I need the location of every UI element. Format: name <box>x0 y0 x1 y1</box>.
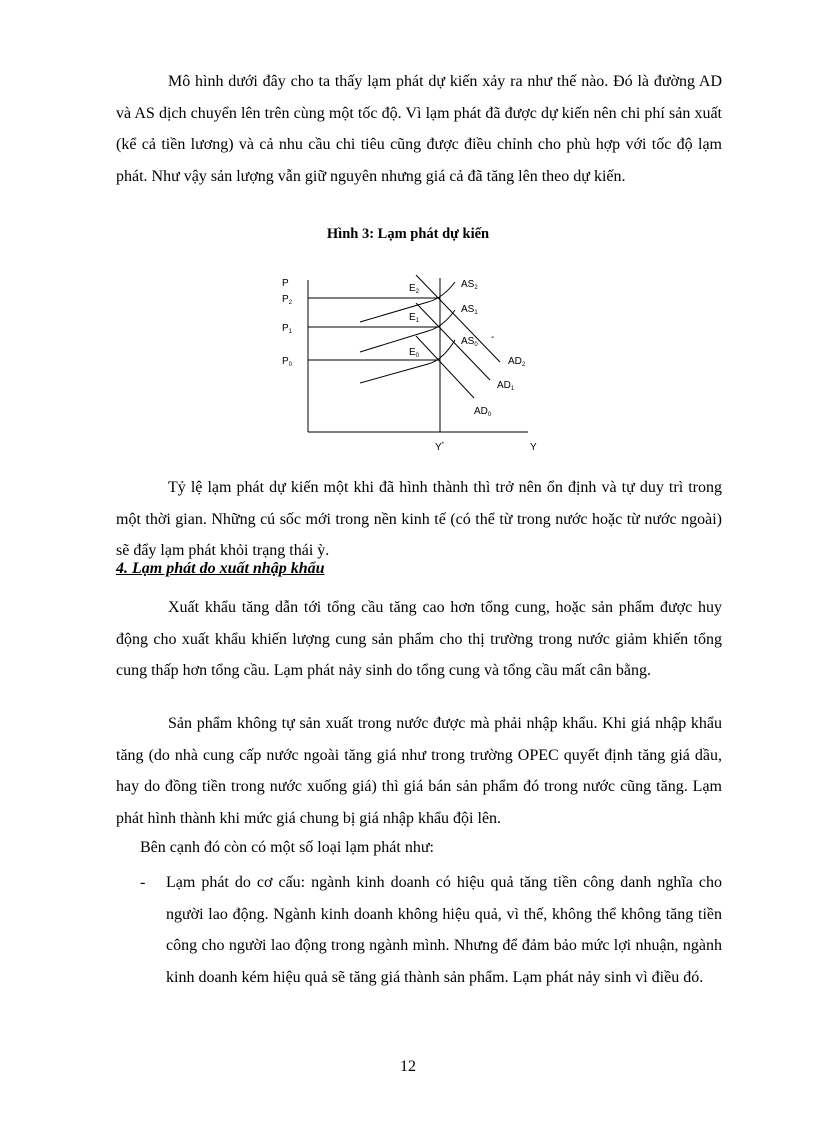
figure-caption: Hình 3: Lạm phát dự kiến <box>326 226 490 242</box>
label-as0-dash: - <box>491 332 495 343</box>
export-paragraph: Xuất khẩu tăng dẫn tới tổng cầu tăng cao hơn tổng cung, hoặc sản phẩm được huy động cho xuất khẩu khiến lượng cung sản phẩm cho thị trường trong nước giảm khiến tổng cung thấp hơn tổng cầu. Lạm phát nảy sinh do tổng cung và tổng cầu mất cân bằng. <box>116 599 722 679</box>
label-e2: $E_2$ <box>409 283 420 295</box>
tick-p2: $P_2$ <box>282 294 293 306</box>
besides-paragraph: Bên cạnh đó còn có một số loại lạm phát như: <box>140 839 434 856</box>
ad1-curve <box>416 303 490 380</box>
import-paragraph: Sản phẩm không tự sản xuất trong nước được mà phải nhập khẩu. Khi giá nhập khẩu tăng (do nhà cung cấp nước ngoài tăng giá như trong trường OPEC quyết định tăng giá dầu, hay do đồng tiền trong nước xuống giá) thì giá bán sản phẩm đó trong nước cũng tăng. Lạm phát hình thành khi mức giá chung bị giá nhập khẩu đội lên. <box>116 715 722 827</box>
label-e0: $E_0$ <box>409 347 420 359</box>
as0-curve <box>360 340 455 383</box>
as2-curve <box>360 282 455 322</box>
label-ad2: $AD_2$ <box>508 356 526 368</box>
label-as2: $AS_2$ <box>461 279 478 291</box>
stability-paragraph: Tỷ lệ lạm phát dự kiến một khi đã hình thành thì trở nên ổn định và tự duy trì trong một thời gian. Những cú sốc mới trong nền kinh tế (có thể từ trong nước hoặc từ nước ngoài) sẽ đẩy lạm phát khỏi trạng thái ỳ. <box>116 479 722 559</box>
y-axis-label: P <box>282 278 289 289</box>
x-axis-label: Y <box>530 442 537 453</box>
inflation-chart <box>278 270 558 470</box>
label-ad1: $AD_1$ <box>497 380 515 392</box>
tick-p0: $P_0$ <box>282 356 293 368</box>
label-as1: $AS_1$ <box>461 304 478 316</box>
label-ad0: $AD_0$ <box>474 406 492 418</box>
page-number: 12 <box>400 1058 416 1075</box>
as1-curve <box>360 310 455 352</box>
label-as0: $AS_0$ <box>461 336 478 348</box>
bullet-marker: - <box>140 874 146 891</box>
tick-p1: $P_1$ <box>282 323 293 335</box>
bullet-text: Lạm phát do cơ cấu: ngành kinh doanh có hiệu quả tăng tiền công danh nghĩa cho người lao động. Ngành kinh doanh không hiệu quả, vì thế, không thể không tăng tiền công cho người lao động trong ngành mình. Nhưng để đảm bảo mức lợi nhuận, ngành kinh doanh kém hiệu quả sẽ tăng giá thành sản phẩm. Lạm phát nảy sinh vì điều đó. <box>166 874 722 986</box>
intro-paragraph: Mô hình dưới đây cho ta thấy lạm phát dự kiến xảy ra như thế nào. Đó là đường AD và AS dịch chuyển lên trên cùng một tốc độ. Vì lạm phát đã được dự kiến nên chi phí sản xuất (kể cả tiền lương) và cả nhu cầu chi tiêu cũng được điều chỉnh cho phù hợp với tốc độ lạm phát. Như vậy sản lượng vẫn giữ nguyên nhưng giá cả đã tăng lên theo dự kiến. <box>116 73 722 185</box>
section-heading: 4. Lạm phát do xuất nhập khẩu <box>116 560 325 577</box>
tick-ystar: Y* <box>435 442 445 453</box>
label-e1: $E_1$ <box>409 312 420 324</box>
